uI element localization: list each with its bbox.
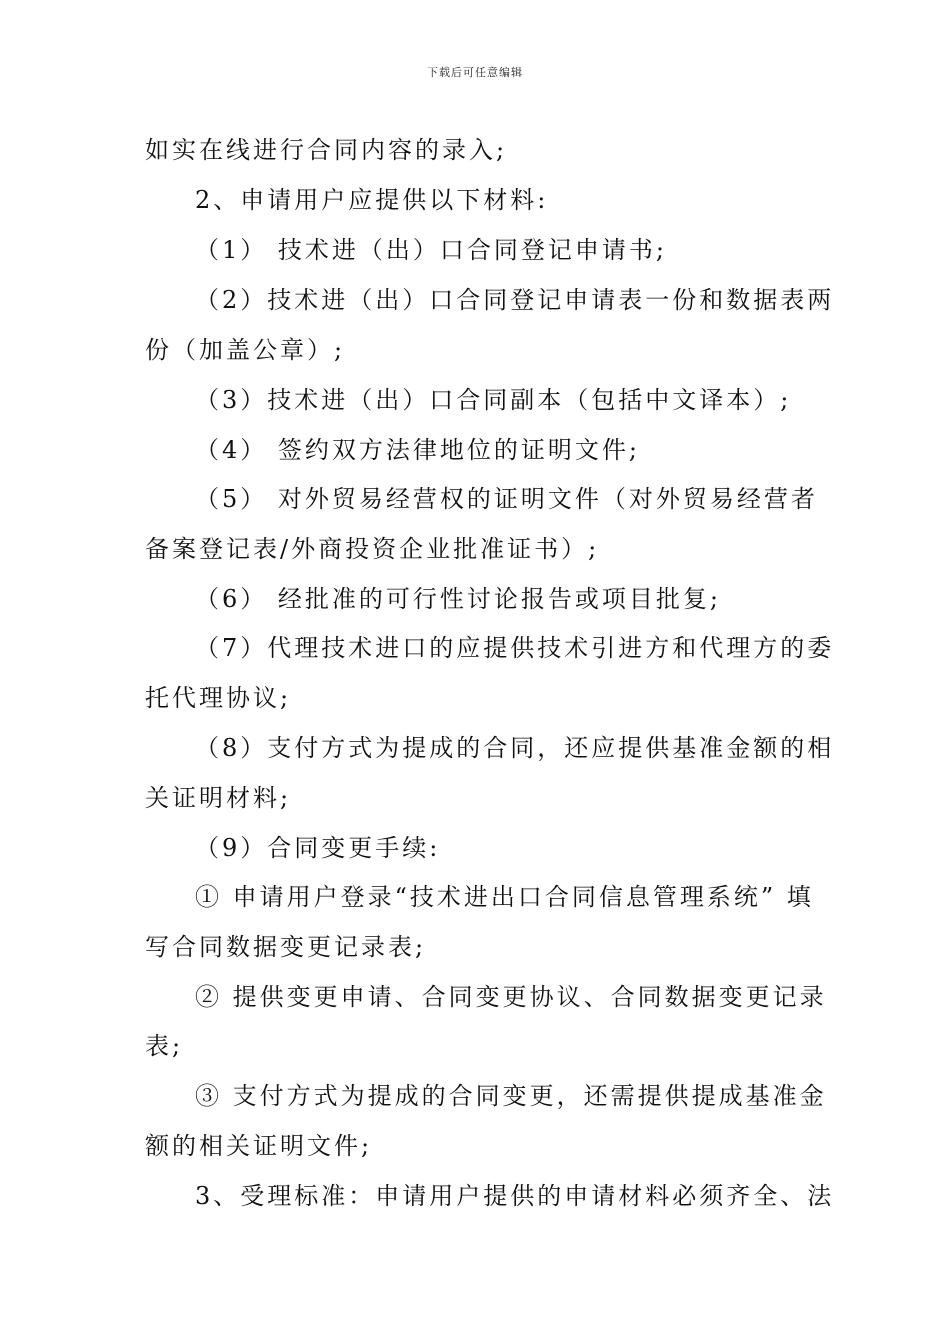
text-line: （9）合同变更手续: bbox=[195, 834, 441, 862]
text-line: （6） 经批准的可行性讨论报告或项目批复; bbox=[195, 585, 721, 613]
text-line: 托代理协议; bbox=[145, 684, 292, 712]
text-line: ① 申请用户登录“技术进出口合同信息管理系统” 填 bbox=[195, 883, 814, 911]
text-line: 份（加盖公章）; bbox=[145, 336, 346, 364]
text-line: ② 提供变更申请、合同变更协议、合同数据变更记录 bbox=[195, 983, 827, 1011]
page-header: 下载后可任意编辑 bbox=[427, 66, 523, 79]
text-line: 写合同数据变更记录表; bbox=[145, 933, 427, 961]
text-line: （8）支付方式为提成的合同，还应提供基准金额的相 bbox=[195, 734, 835, 762]
text-line: 额的相关证明文件; bbox=[145, 1132, 373, 1160]
text-line: 3、受理标准：申请用户提供的申请材料必须齐全、法 bbox=[195, 1182, 835, 1210]
text-line: 如实在线进行合同内容的录入; bbox=[145, 136, 508, 164]
text-line: ③ 支付方式为提成的合同变更，还需提供提成基准金 bbox=[195, 1082, 827, 1110]
text-line: 备案登记表/外商投资企业批准证书）; bbox=[145, 535, 600, 563]
text-line: （5） 对外贸易经营权的证明文件（对外贸易经营者 bbox=[195, 485, 818, 513]
text-line: 表; bbox=[145, 1032, 184, 1060]
text-line: （3）技术进（出）口合同副本（包括中文译本）; bbox=[195, 386, 792, 414]
text-line: （1） 技术进（出）口合同登记申请书; bbox=[195, 236, 667, 264]
text-line: （4） 签约双方法律地位的证明文件; bbox=[195, 436, 640, 464]
text-line: 关证明材料; bbox=[145, 784, 292, 812]
text-line: 2、申请用户应提供以下材料: bbox=[195, 186, 549, 214]
text-line: （2）技术进（出）口合同登记申请表一份和数据表两 bbox=[195, 286, 835, 314]
text-line: （7）代理技术进口的应提供技术引进方和代理方的委 bbox=[195, 634, 835, 662]
